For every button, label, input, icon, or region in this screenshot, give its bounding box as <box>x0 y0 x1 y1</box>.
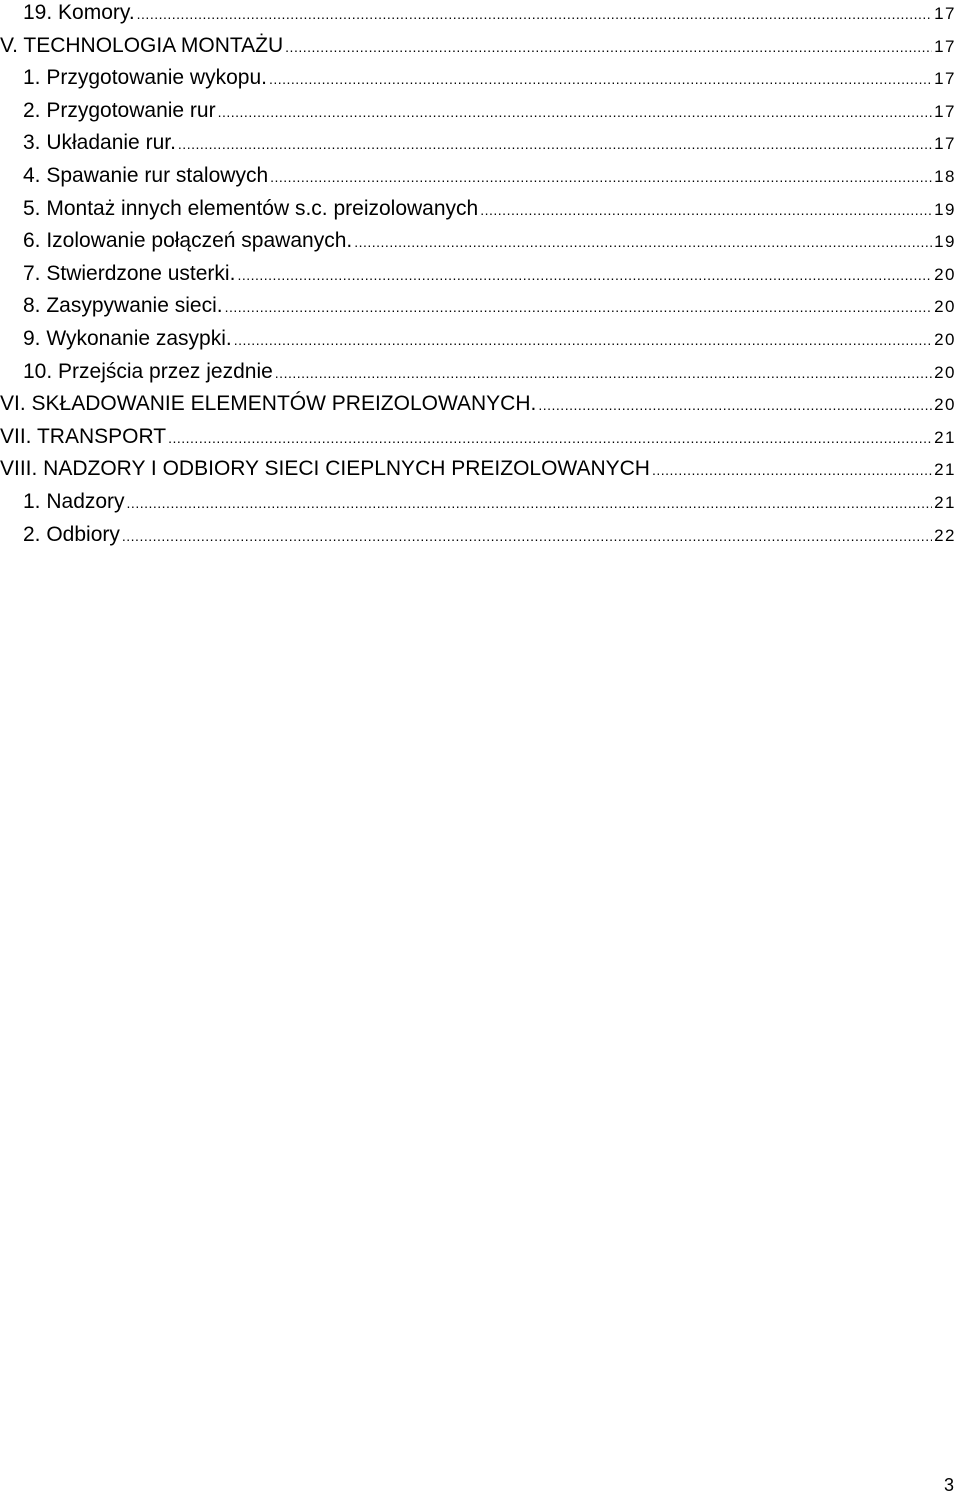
toc-entry-title: 6. Izolowanie połączeń spawanych. <box>23 229 353 253</box>
toc-entry-title: 4. Spawanie rur stalowych <box>23 163 269 187</box>
toc-entry-page: 17 <box>934 69 956 89</box>
toc-dot-leader <box>480 197 932 223</box>
toc-dot-leader <box>168 425 932 451</box>
toc-entry-page: 20 <box>934 264 956 284</box>
toc-entry[interactable] <box>0 163 956 196</box>
toc-entry-title: 10. Przejścia przez jezdnie <box>23 359 273 383</box>
toc-entry-page: 21 <box>934 427 956 447</box>
toc-dot-leader <box>234 327 932 353</box>
toc-dot-leader <box>652 457 932 483</box>
toc-dot-leader <box>178 131 932 157</box>
toc-entry-title: 8. Zasypywanie sieci. <box>23 294 223 318</box>
toc-entry-page: 21 <box>934 492 956 512</box>
toc-dot-leader <box>137 1 932 27</box>
toc-entry-page: 19 <box>934 199 956 219</box>
toc-entry-page: 20 <box>934 395 956 415</box>
toc-entry-title: 9. Wykonanie zasypki. <box>23 326 232 350</box>
toc-dot-leader <box>269 66 932 92</box>
toc-dot-leader <box>225 294 932 320</box>
table-of-contents <box>0 0 956 554</box>
toc-dot-leader <box>285 34 932 60</box>
toc-entry-title: V. TECHNOLOGIA MONTAŻU <box>0 33 284 57</box>
toc-entry[interactable] <box>0 196 956 229</box>
toc-entry[interactable] <box>0 0 956 33</box>
toc-entry[interactable] <box>0 98 956 131</box>
toc-entry-page: 18 <box>934 166 956 186</box>
toc-entry[interactable] <box>0 293 956 326</box>
toc-entry-page: 20 <box>934 297 956 317</box>
toc-entry-title: 3. Układanie rur. <box>23 131 176 155</box>
toc-entry[interactable] <box>0 261 956 294</box>
toc-entry-page: 20 <box>934 329 956 349</box>
toc-dot-leader <box>122 523 932 549</box>
toc-dot-leader <box>218 99 932 125</box>
toc-dot-leader <box>127 490 933 516</box>
toc-entry-page: 17 <box>934 134 956 154</box>
toc-entry-title: 2. Przygotowanie rur <box>23 98 216 122</box>
toc-entry-page: 17 <box>934 101 956 121</box>
toc-entry-page: 21 <box>934 460 956 480</box>
toc-entry-page: 17 <box>934 4 956 23</box>
toc-entry[interactable] <box>0 65 956 98</box>
toc-entry-title: 7. Stwierdzone usterki. <box>23 261 236 285</box>
toc-entry-page: 20 <box>934 362 956 382</box>
toc-entry[interactable] <box>0 359 956 392</box>
toc-entry[interactable] <box>0 456 956 489</box>
toc-dot-leader <box>237 262 932 288</box>
toc-entry-title: 5. Montaż innych elementów s.c. preizolowanych <box>23 196 479 220</box>
toc-entry-title: 1. Przygotowanie wykopu. <box>23 66 267 90</box>
toc-entry[interactable] <box>0 326 956 359</box>
toc-entry-title: 2. Odbiory <box>23 522 120 546</box>
toc-dot-leader <box>538 392 932 418</box>
toc-entry[interactable] <box>0 228 956 261</box>
toc-entry-page: 22 <box>934 525 956 545</box>
toc-entry[interactable] <box>0 33 956 66</box>
toc-entry-page: 17 <box>934 36 956 56</box>
toc-entry-title: VI. SKŁADOWANIE ELEMENTÓW PREIZOLOWANYCH. <box>0 392 537 416</box>
toc-entry[interactable] <box>0 424 956 457</box>
toc-entry[interactable] <box>0 391 956 424</box>
toc-entry-title: 19. Komory. <box>23 1 135 24</box>
toc-dot-leader <box>275 360 932 386</box>
toc-entry-title: VIII. NADZORY I ODBIORY SIECI CIEPLNYCH PREIZOLOWANYCH <box>0 457 650 481</box>
toc-entry[interactable] <box>0 130 956 163</box>
toc-entry[interactable] <box>0 522 956 555</box>
toc-entry-title: 1. Nadzory <box>23 489 125 513</box>
toc-entry[interactable] <box>0 489 956 522</box>
toc-dot-leader <box>270 164 932 190</box>
page-number: 3 <box>943 1475 954 1495</box>
toc-entry-page: 19 <box>934 232 956 252</box>
toc-dot-leader <box>354 229 932 255</box>
toc-entry-title: VII. TRANSPORT <box>0 424 167 448</box>
